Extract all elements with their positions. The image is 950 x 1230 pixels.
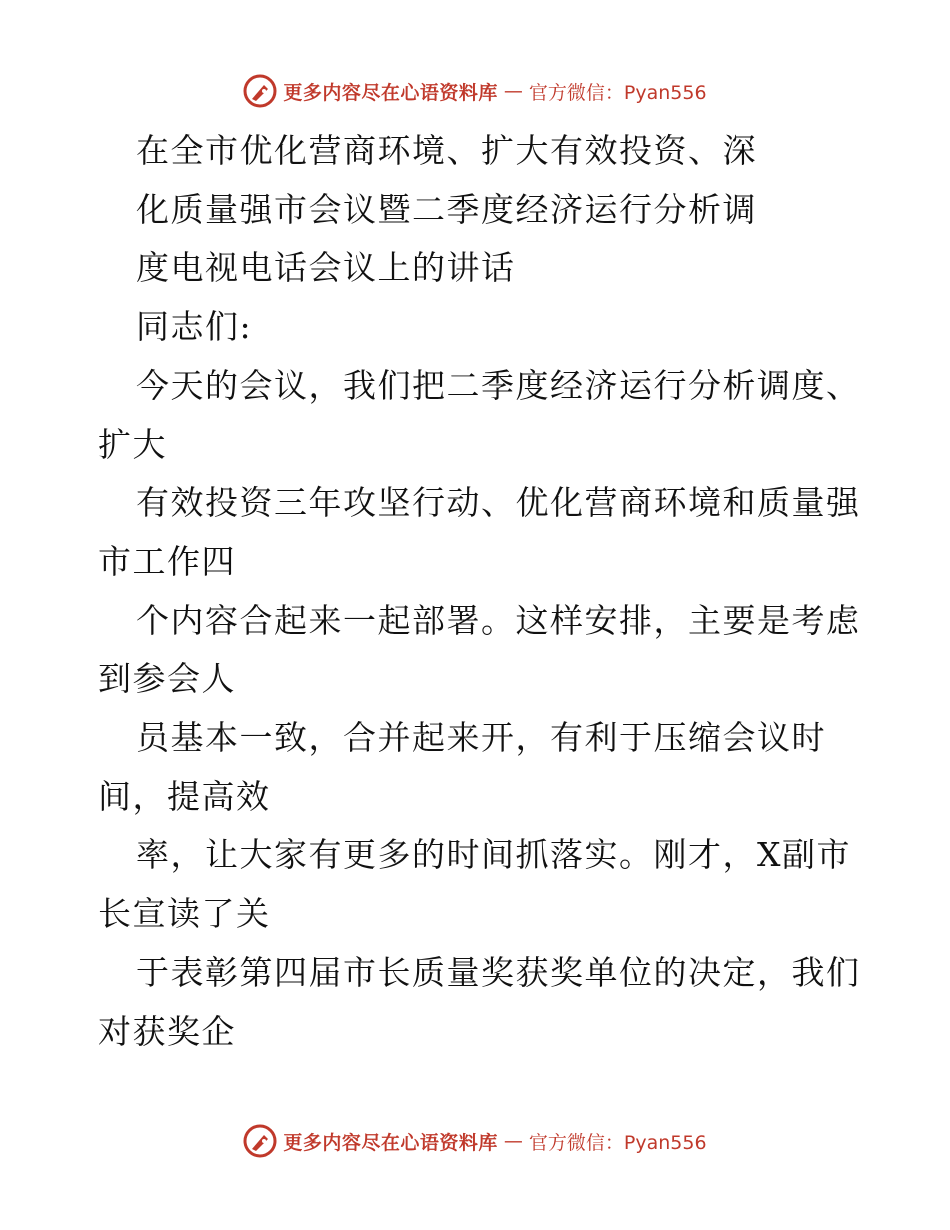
body-line: 有效投资三年攻坚行动、优化营商环境和质量强 bbox=[136, 483, 861, 523]
body-line-wrap: 对获奖企 bbox=[98, 1011, 236, 1051]
body-line-wrap: 间，提高效 bbox=[98, 776, 271, 816]
watermark-title: 更多内容尽在心语资料库 bbox=[283, 1131, 498, 1154]
body-line-wrap: 到参会人 bbox=[98, 659, 236, 699]
title-line-1: 在全市优化营商环境、扩大有效投资、深 bbox=[136, 131, 757, 170]
body-line: 员基本一致，合并起来开，有利于压缩会议时 bbox=[136, 718, 826, 758]
pen-nib-logo-icon bbox=[243, 74, 277, 108]
pen-nib-logo-icon bbox=[243, 1124, 277, 1158]
body-line: 于表彰第四届市长质量奖获奖单位的决定，我们 bbox=[136, 952, 861, 992]
watermark-header bbox=[0, 71, 950, 111]
salutation: 同志们: bbox=[136, 307, 253, 347]
body-line: 今天的会议，我们把二季度经济运行分析调度、 bbox=[136, 365, 861, 405]
document-body bbox=[98, 122, 898, 1061]
body-line-wrap: 扩大 bbox=[98, 424, 167, 464]
body-line-wrap: 市工作四 bbox=[98, 541, 236, 581]
title-line-2: 化质量强市会议暨二季度经济运行分析调 bbox=[136, 189, 757, 229]
watermark-wechat: 官方微信：Pyan556 bbox=[528, 81, 707, 104]
body-line: 率，让大家有更多的时间抓落实。刚才，X副市 bbox=[136, 835, 851, 875]
watermark-title: 更多内容尽在心语资料库 bbox=[283, 81, 498, 104]
body-line-wrap: 长宣读了关 bbox=[98, 894, 271, 934]
watermark-separator: — bbox=[503, 80, 523, 102]
watermark-wechat: 官方微信：Pyan556 bbox=[528, 1131, 707, 1154]
title-line-3: 度电视电话会议上的讲话 bbox=[136, 248, 516, 288]
watermark-separator: — bbox=[503, 1130, 523, 1152]
body-line: 个内容合起来一起部署。这样安排，主要是考虑 bbox=[136, 600, 861, 640]
watermark-footer bbox=[0, 1121, 950, 1161]
